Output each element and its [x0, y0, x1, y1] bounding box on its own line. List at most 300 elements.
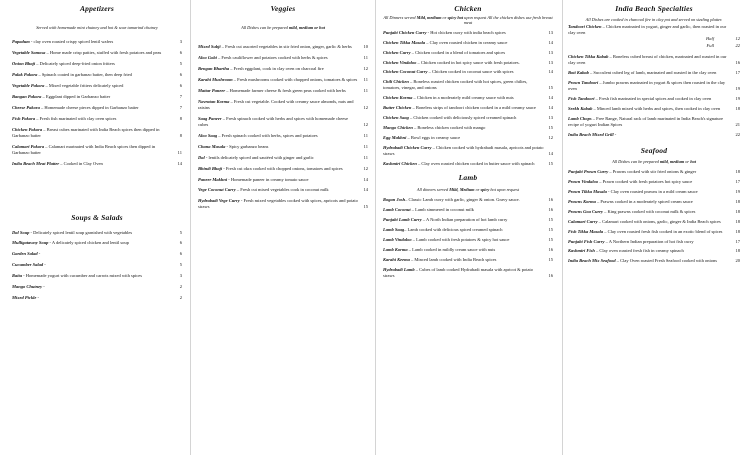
chicken-intro-c: upon request All the chicken dishes use fresh breast meat: [463, 15, 553, 26]
item-desc: - Hot chicken curry with india beach spices: [426, 29, 506, 35]
menu-item: [12, 240, 182, 246]
menu-item: [12, 50, 182, 56]
item-name: Tandoori Chicken: [568, 24, 602, 30]
item-desc: – Fresh cauliflower and potatoes cooked with herbs & spices: [216, 55, 328, 61]
menu-item: [568, 96, 740, 102]
seafood-intro-b: or: [684, 158, 691, 164]
item-price: 6: [179, 240, 182, 246]
item-desc: – Prawn cooked with fresh potatoes hot spicy sauce: [598, 178, 693, 184]
item-name: India Beach Mix Seafood: [568, 258, 616, 264]
item-desc: – Fresh cut vegetable. Cooked with creamy sauce almonds, nuts and raisins: [198, 99, 354, 110]
item-price: 11: [363, 143, 368, 149]
item-price: 15: [548, 125, 553, 131]
appetizers-list: [12, 39, 182, 166]
menu-item: [383, 227, 553, 233]
item-desc: - Homemade paneer in creamy tomato sauce: [227, 176, 309, 182]
item-desc: - lentils delicately spiced and sautéed with ginger and garlic: [204, 154, 314, 160]
item-name: Calamari Curry: [568, 218, 598, 224]
seafood-list: [568, 169, 740, 264]
item-price: 5: [179, 262, 182, 268]
item-price: 14: [548, 69, 553, 75]
item-desc: – Boneless strips of tandoori chicken cooked in a mild creamy sauce: [411, 105, 536, 111]
seafood-intro-bold: mild, medium: [659, 158, 685, 164]
menu-item: [568, 106, 740, 112]
item-desc: - Clay oven roasted prawns in a mild cream sauce: [606, 188, 698, 194]
specialties-list: [568, 54, 740, 137]
menu-item: [568, 54, 740, 66]
seafood-intro: [568, 159, 740, 164]
menu-item: [383, 95, 553, 101]
menu-item: [198, 99, 368, 111]
menu-item: [568, 209, 740, 215]
item-name: Boti Kabab: [568, 70, 589, 76]
item-desc: – Spinach coated in garbanzo batter, then deep fried: [37, 72, 132, 78]
item-price: 15: [548, 160, 553, 166]
item-price: 14: [548, 105, 553, 111]
item-name: Lamb Saag: [383, 226, 405, 232]
item-desc: – Lamb simmered in coconut milk: [410, 207, 474, 213]
item-price: 8: [179, 132, 182, 138]
veggies-title: Veggies: [270, 4, 296, 13]
menu-item: [568, 169, 740, 175]
item-price: 15: [548, 85, 553, 91]
item-name: Lamb Korma: [383, 246, 408, 252]
item-name: Saag Paneer: [198, 115, 222, 121]
menu-item: [383, 125, 553, 131]
item-price: 2: [179, 284, 182, 290]
item-name: Punjabi Chicken Curry: [383, 29, 427, 35]
item-price: 12: [363, 104, 368, 110]
item-desc: – Homemade cheese pieces dipped in Garbanzo batter: [39, 104, 139, 110]
menu-item: [383, 105, 553, 111]
item-name: Mixed Pickle: [12, 295, 37, 301]
item-name: Dal: [198, 154, 205, 160]
specialties-intro: All Dishes are cooked in charcoal fire in clay pot and served on sizzling platter.: [585, 17, 723, 22]
menu-item: [568, 70, 740, 76]
veggies-list: [198, 44, 368, 210]
item-price: 18: [735, 208, 740, 214]
item-desc: – Clay Oven roasted Fresh Seafood cooked with onions: [615, 258, 717, 264]
item-price: 22: [735, 131, 740, 137]
item-desc: – Homemade farmer cheese & fresh green peas cooked with herbs: [225, 88, 346, 94]
item-desc: -: [42, 284, 45, 290]
menu-item: [383, 257, 553, 263]
item-name: Cucumber Salad: [12, 262, 44, 268]
veggies-intro-text: All Dishes can be prepared: [241, 25, 289, 30]
lamb-intro-bold: Mild, Medium: [449, 186, 475, 192]
item-price: 14: [548, 95, 553, 101]
lamb-intro: [383, 187, 553, 192]
item-price: 15: [548, 226, 553, 232]
lamb-intro-bold2: spicy: [480, 186, 490, 192]
item-price: 14: [363, 176, 368, 182]
item-desc: – Minced lamb cooked with India Beach spices: [409, 256, 497, 262]
item-price: 12: [363, 165, 368, 171]
item-name: Vege Coconut Curry: [198, 187, 236, 193]
lamb-intro-b: or: [474, 186, 481, 192]
item-desc: – Clay oven roasted chicken in creamy sauce: [425, 39, 508, 45]
menu-item: [12, 127, 182, 139]
menu-item: [568, 239, 740, 245]
seafood-title: Seafood: [640, 145, 668, 155]
item-price: 16: [548, 207, 553, 213]
menu-item: [12, 72, 182, 78]
menu-item: [12, 273, 182, 279]
item-name: Paneer Makhni: [198, 176, 228, 182]
item-name: Bangan Pakora: [12, 94, 42, 100]
item-price: 16: [735, 60, 740, 66]
item-name: India Beach Meat Platter: [12, 160, 60, 166]
item-desc: – King prawns cooked with coconut milk & spices: [603, 208, 696, 214]
item-price: 11: [363, 132, 368, 138]
item-price: 6: [179, 50, 182, 56]
item-price: 18: [735, 228, 740, 234]
item-desc: – Succulent cubed leg of lamb, marinated and roasted in the clay oven: [588, 70, 717, 76]
menu-item: [383, 135, 553, 141]
item-desc: – Boneless roasted chicken cooked with hot spices, green chilies, tomatoes, vinegar, and onions: [383, 79, 528, 91]
item-price: 14: [548, 39, 553, 45]
item-price: 11: [363, 77, 368, 83]
menu-item: [383, 145, 553, 157]
item-price: 17: [735, 178, 740, 184]
menu-item: [12, 94, 182, 100]
menu-item: [12, 230, 182, 236]
menu-item: [383, 79, 553, 91]
menu-item: [12, 116, 182, 122]
menu-item: [383, 50, 553, 56]
item-desc: – Fresh fish marinated in special spices and cooked in clay oven: [594, 95, 712, 101]
item-price: 19: [735, 188, 740, 194]
item-desc: – Fresh spinach cooked with herbs, spices and potatoes: [217, 132, 318, 138]
item-name: Chicken Tikka Masala: [383, 39, 426, 45]
menu-item: [383, 267, 553, 279]
item-price: 15: [363, 204, 368, 210]
menu-item: [198, 198, 368, 210]
item-desc: – A North Indian preparation of hot lamb curry: [421, 217, 508, 223]
menu-item: [198, 187, 368, 193]
item-price: 15: [548, 217, 553, 223]
chicken-title: Chicken: [454, 4, 482, 13]
item-name: Calamari Pakora: [12, 143, 45, 149]
lamb-intro-a: All dinners served: [416, 186, 450, 192]
item-desc: – Chicken cooked with deliciously spiced creamed spinach: [408, 115, 517, 121]
item-name: Karahi Keema: [383, 256, 410, 262]
item-price: 18: [735, 168, 740, 174]
lamb-list: [383, 197, 553, 278]
item-desc: – Clay oven roasted fresh fish cooked in an exotic blend of spices: [603, 228, 723, 234]
item-desc: – Chicken cooked in coconut sauce with spices: [427, 69, 514, 75]
item-desc: – Lamb cooked in mildly cream sauce with nuts: [407, 246, 496, 252]
half-price-row: [568, 36, 740, 43]
menu-item: [12, 39, 182, 45]
item-desc: – Jumbo prawns marinated in yogurt & spices then roasted in the clay oven: [568, 80, 726, 91]
item-name: Prawns Korma: [568, 198, 596, 204]
item-price: 7: [179, 104, 182, 110]
item-price: 13: [548, 29, 553, 35]
item-desc: – A Northern Indian preparation of hot fish curry: [604, 238, 694, 244]
chicken-intro-bold: Mild, medium: [416, 15, 442, 20]
item-name: Bhindi Bhaji: [198, 165, 223, 171]
item-price: 17: [735, 238, 740, 244]
item-name: Chicken Saag: [383, 115, 409, 121]
menu-item: [12, 161, 182, 167]
item-name: Prawn Vindaloo: [568, 178, 599, 184]
item-desc: – Chicken cooked with hydrabadi masala, apricots and potato straws: [383, 144, 544, 156]
chicken-intro-b: or: [441, 15, 448, 20]
menu-item: [383, 247, 553, 253]
item-name: Dal Soup: [12, 229, 30, 235]
item-name: Butter Chicken: [383, 105, 412, 111]
menu-item: [198, 88, 368, 94]
half-label: Half: [705, 36, 714, 42]
item-name: Aloo Gobi: [198, 55, 217, 61]
menu-item: [568, 248, 740, 254]
item-name: Fish Tikka Masala: [568, 228, 604, 234]
specialties-title: India Beach Specialties: [615, 4, 693, 13]
item-price: 12: [548, 135, 553, 141]
item-name: Hydrabadi Chicken Curry: [383, 144, 432, 150]
item-name: Lamb Chops: [568, 115, 592, 121]
item-desc: – Boneless chicken cooked with mango: [412, 125, 486, 131]
item-name: Cheese Pakora: [12, 104, 40, 110]
item-name: Seekh Kabab: [568, 105, 593, 111]
item-name: Garden Salad: [12, 251, 38, 257]
item-desc: – Delicately spiced deep-fried onion fritters: [35, 61, 115, 67]
menu-item: [568, 132, 740, 138]
item-desc: – Fresh mushrooms cooked with chopped onions, tomatoes & spices: [232, 77, 358, 83]
item-price: 18: [735, 105, 740, 111]
item-price: 10: [363, 44, 368, 50]
item-desc: - Fresh cut okra cooked with chopped onions, tomatoes and spices: [222, 165, 343, 171]
item-price: 16: [548, 272, 553, 278]
item-name: Chicken Vindaloo: [383, 59, 417, 65]
menu-item: [12, 105, 182, 111]
item-price: 2: [179, 295, 182, 301]
item-name: Bengan Bhartha: [198, 66, 230, 72]
item-desc: – Bowl eggs in creamy sauce: [406, 135, 461, 141]
item-desc: - Homemade yogurt with cucumber and carrots mixed with spices: [22, 273, 142, 279]
menu-item: [198, 44, 368, 50]
item-price: 21: [735, 121, 740, 127]
item-name: Mango Chutney: [12, 284, 43, 290]
item-name: Lamb Vindaloo: [383, 236, 412, 242]
item-price: 3: [179, 273, 182, 279]
menu-item: [568, 199, 740, 205]
item-name: Kashmiri Chicken: [383, 160, 417, 166]
item-name: Mattar Paneer: [198, 88, 226, 94]
item-price: 18: [735, 248, 740, 254]
lamb-title: Lamb: [458, 172, 478, 182]
item-price: 17: [735, 70, 740, 76]
column-divider: [562, 0, 563, 455]
chicken-intro-bold2: spicy hot: [447, 15, 464, 20]
item-name: Chicken Curry: [383, 49, 411, 55]
item-name: Punjabi Fish Curry: [568, 238, 605, 244]
menu-item: [568, 229, 740, 235]
appetizers-column: [12, 4, 182, 452]
chicken-intro: [383, 15, 553, 26]
item-desc: - Fresh mixed vegetables cooked with spices, apricots and potato straws: [198, 198, 358, 210]
item-name: Palak Pakora: [12, 72, 38, 78]
item-price: 20: [735, 258, 740, 264]
item-desc: – Calamari marinated with India Beach spices then dipped in Garbanzo batter: [12, 143, 156, 155]
item-name: Hydrabadi Lamb: [383, 266, 415, 272]
menu-item: [12, 83, 182, 89]
menu-item: [198, 144, 368, 150]
menu-item: [12, 251, 182, 257]
item-price: 13: [548, 49, 553, 55]
seafood-intro-a: All Dishes can be prepared: [612, 158, 660, 164]
item-price: 6: [179, 251, 182, 257]
soups-title: Soups & Salads: [71, 212, 123, 222]
item-name: Fish Pakora: [12, 115, 36, 121]
item-price: 15: [548, 256, 553, 262]
menu-item: [383, 217, 553, 223]
item-price: 19: [735, 95, 740, 101]
item-name: Aloo Saag: [198, 132, 218, 138]
full-label: Full: [706, 43, 714, 49]
menu-item: [198, 55, 368, 61]
item-desc: – Chicken cooked in hot spicy sauce with fresh potatoes.: [416, 59, 520, 65]
menu-item: [568, 219, 740, 225]
item-name: Chicken Tikka Kabab: [568, 54, 609, 60]
item-price: 15: [548, 236, 553, 242]
item-name: Lamb Coconut: [383, 207, 411, 213]
menu-item: [568, 116, 740, 128]
menu-item: [568, 258, 740, 264]
item-name: Punjabi Lamb Curry: [383, 217, 422, 223]
veggies-column: [198, 4, 368, 452]
item-desc: – Mixed vegetable fritters delicately spiced: [44, 83, 124, 89]
item-name: Fish Tandoori: [568, 95, 595, 101]
item-desc: - clay oven roasted crispy spiced lentil wafers: [29, 39, 114, 45]
item-desc: – Chicken in a moderately mild creamy sauce with nuts: [412, 95, 514, 101]
item-price: 16: [548, 197, 553, 203]
menu-item: [12, 284, 182, 290]
item-desc: – Fresh fish marinated with clay oven spices: [35, 115, 117, 121]
item-price: 12: [363, 66, 368, 72]
item-name: Punjabi Prawn Curry: [568, 168, 609, 174]
item-desc: - A delicately spiced chicken and lentil soup: [48, 240, 129, 246]
menu-item: [198, 66, 368, 72]
item-price: 14: [177, 160, 182, 166]
item-price: 11: [363, 88, 368, 94]
menu-item: [383, 237, 553, 243]
item-price: 19: [735, 85, 740, 91]
item-name: Mulligatawny Soup: [12, 240, 49, 246]
item-desc: – Classic Lamb curry with garlic, ginger & onion. Gravy sauce.: [405, 197, 520, 203]
item-name: Chicken Coconut Curry: [383, 69, 428, 75]
menu-item: [12, 262, 182, 268]
item-desc: – Home made crisp patties, stuffed with fresh potatoes and peas: [45, 50, 162, 56]
item-price: 14: [548, 150, 553, 156]
item-desc: – Calamari cooked with onions, garlic, ginger & India Beach spices: [597, 218, 721, 224]
item-name: Karahi Mushroom: [198, 77, 233, 83]
item-name: Rogan Josh: [383, 197, 406, 203]
item-name: India Beach Mixed Grill: [568, 131, 614, 137]
item-name: Mango Chicken: [383, 125, 413, 131]
item-desc: – Prawns cooked with stir fried onions & ginger: [608, 168, 697, 174]
column-divider: [190, 0, 191, 455]
item-name: Hydrabadi Vege Curry: [198, 198, 240, 204]
item-price: 3: [179, 39, 182, 45]
item-name: Raita: [12, 273, 23, 279]
menu-item: [383, 115, 553, 121]
item-price: 13: [548, 59, 553, 65]
veggies-intro-bold: mild, medium or hot: [288, 25, 325, 30]
item-price: 13: [548, 115, 553, 121]
lamb-intro-c: hot upon request: [489, 186, 520, 192]
menu-item: [12, 295, 182, 301]
menu-item: [383, 30, 553, 36]
appetizers-title: Appetizers: [79, 4, 115, 13]
menu-item: [568, 80, 740, 92]
item-name: Egg Makhni: [383, 135, 407, 141]
menu-item: [383, 60, 553, 66]
seafood-intro-bold2: hot: [690, 158, 696, 164]
menu-item: [383, 161, 553, 167]
menu-item: [383, 197, 553, 203]
item-name: Vegetable Samosa: [12, 50, 46, 56]
item-name: Onion Bhaji: [12, 61, 36, 67]
menu-item: [568, 179, 740, 185]
item-desc: -: [613, 131, 617, 137]
item-desc: – Eggplant dipped in Garbanzo batter: [41, 94, 111, 100]
menu-item: [383, 40, 553, 46]
appetizers-intro: Served with homemade mint chutney and hot & sour tamarind chutney: [36, 25, 158, 30]
item-price: 12: [363, 121, 368, 127]
menu-item: [198, 177, 368, 183]
item-name: Prawns Goa Curry: [568, 208, 604, 214]
item-price: 5: [179, 229, 182, 235]
item-name: Mixed Subji: [198, 44, 221, 50]
item-desc: – Fresh cut assorted vegetables in stir fried onion, ginger, garlic & herbs: [220, 44, 352, 50]
item-price: 6: [179, 72, 182, 78]
specialties-column: [568, 4, 740, 452]
full-price: 22: [735, 43, 740, 49]
item-name: Navratan Korma: [198, 99, 230, 105]
item-name: Prawn Tikka Masala: [568, 188, 607, 194]
menu-item: [198, 116, 368, 128]
item-desc: – Free Range, Natural rack of lamb marinated in India Beach's signature recipe of yogurt Indian Spices: [568, 115, 724, 127]
item-name: Chicken Korma: [383, 95, 413, 101]
menu-item: [568, 24, 740, 36]
item-price: 11: [177, 149, 182, 155]
item-price: 8: [179, 115, 182, 121]
menu-item: [198, 77, 368, 83]
item-price: 14: [363, 187, 368, 193]
item-desc: – Fresh spinach cooked with herbs and spices with homemade cheese cubes: [198, 115, 348, 127]
item-price: 6: [179, 83, 182, 89]
item-desc: – Cooked in Clay Oven: [59, 160, 103, 166]
menu-item: [198, 133, 368, 139]
item-desc: - Delicately spiced lentil soup garnished with vegetables: [29, 229, 133, 235]
soups-list: [12, 230, 182, 302]
menu-item: [198, 155, 368, 161]
menu-item: [12, 61, 182, 67]
menu-item: [12, 144, 182, 156]
item-name: Kashmiri Fish: [568, 248, 595, 254]
menu-item: [383, 207, 553, 213]
item-desc: – Breast cubes marinated with India Beach spices then dipped in Garbanzo batter: [12, 126, 160, 138]
item-desc: – Lamb cooked with delicious spiced creamed spinach: [404, 226, 503, 232]
item-name: Prawn Tandoori: [568, 80, 599, 86]
item-desc: – Boneless cubed breast of chicken, marinated and roasted in our clay oven: [568, 54, 727, 66]
item-desc: -: [37, 251, 41, 257]
item-desc: - Spicy garbanzo beans: [225, 143, 269, 149]
item-name: Chili Chicken: [383, 79, 409, 85]
full-price-row: [568, 43, 740, 50]
